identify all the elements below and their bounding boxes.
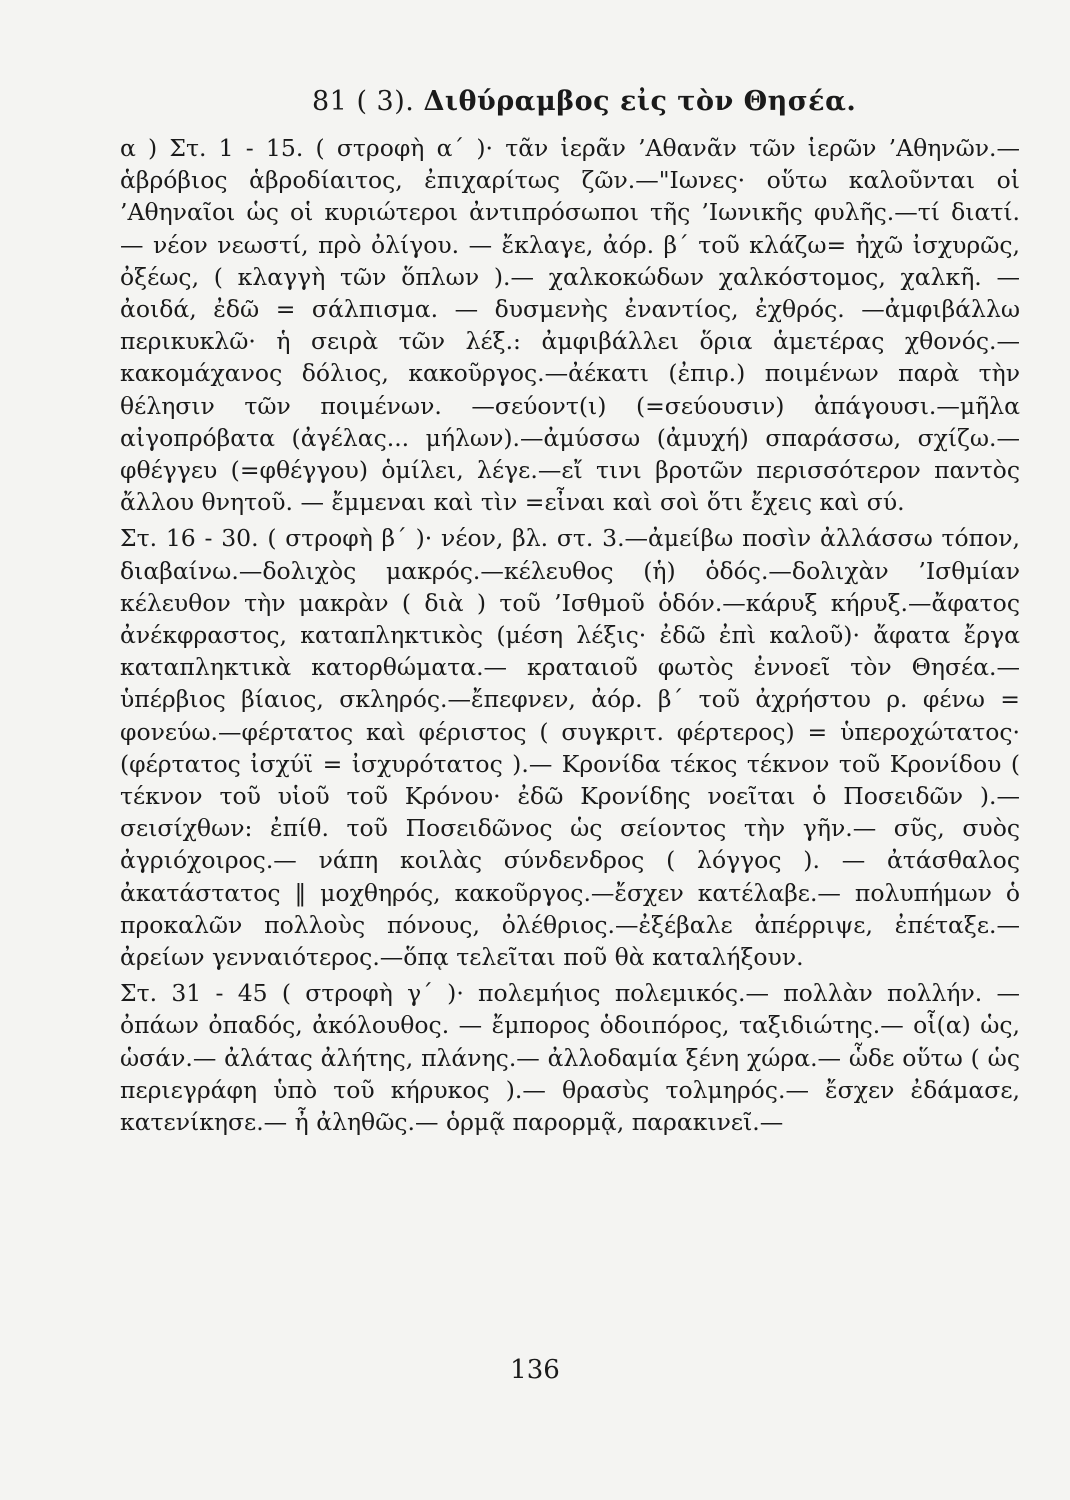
commentary-paragraph-stanza-2: Στ. 16 - 30. ( στροφὴ β΄ )· νέον, βλ. στ. 3.—ἀμείβω ποσὶν ἀλλάσσω τόπον, διαβαίνω.—δολιχὸς μακρός.—κέλευθος (ἡ) ὁδός.—δολιχὰν ’Ισθμίαν κέλευθον τὴν μακρὰν ( διὰ ) τοῦ ’Ισθμοῦ ὁδόν.—κάρυξ κήρυξ.—ἄφατος ἀνέκφραστος, καταπληκτικὸς (μέση λέξις· ἐδῶ ἐπὶ καλοῦ)· ἄφατα ἔργα καταπληκτικὰ κατορθώματα.— κραταιοῦ φωτὸς ἐννοεῖ τὸν Θησέα.—ὑπέρβιος βίαιος, σκληρός.—ἔπεφνεν, ἀόρ. β΄ τοῦ ἀχρήστου ρ. φένω = φονεύω.—φέρτατος καὶ φέριστος ( συγκριτ. φέρτερος) = ὑπεροχώτατος· (φέρτατος ἰσχύϊ = ἰσχυρότατος ).— Κρονίδα τέκος τέκνον τοῦ Κρονίδου ( τέκνον τοῦ υἱοῦ τοῦ Κρόνου· ἐδῶ Κρονίδης νοεῖται ὁ Ποσειδῶν ).— σεισίχθων: ἐπίθ. τοῦ Ποσειδῶνος ὡς σείοντος τὴν γῆν.— σῦς, συὸς ἀγριόχοιρος.— νάπη κοιλὰς σύνδενδρος ( λόγγος ). — ἀτάσθαλος ἀκατάστατος ‖ μοχθηρός, κακοῦργος.—ἔσχεν κατέλαβε.— πολυπήμων ὁ προκαλῶν πολλοὺς πόνους, ὀλέθριος.—ἐξέβαλε ἀπέρριψε, ἐπέταξε.— ἀρείων γενναιότερος.—ὅπᾳ τελεῖται ποῦ θὰ καταλήξουν. xyxy=(120,524,1020,972)
section-heading xyxy=(312,86,856,117)
commentary-paragraph-stanza-3: Στ. 31 - 45 ( στροφὴ γ΄ )· πολεμήιος πολεμικός.— πολλὰν πολλήν. — ὀπάων ὀπαδός, ἀκόλουθος. — ἔμπορος ὁδοιπόρος, ταξιδιώτης.— οἷ(α) ὡς, ὡσάν.— ἀλάτας ἀλήτης, πλάνης.— ἀλλοδαμία ξένη χώρα.— ὧδε οὕτω ( ὡς περιεγράφη ὑπὸ τοῦ κήρυκος ).— θρασὺς τολμηρός.— ἔσχεν ἐδάμασε, κατενίκησε.— ἦ ἀληθῶς.— ὁρμᾷ παρορμᾷ, παρακινεῖ.— xyxy=(120,979,1020,1137)
section-number: 81 ( 3). xyxy=(312,86,415,117)
commentary-body xyxy=(120,132,1020,1138)
section-title: Διθύραμβος εἰς τὸν Θησέα. xyxy=(423,86,857,117)
commentary-paragraph-stanza-1: α ) Στ. 1 - 15. ( στροφὴ α΄ )· τᾶν ἱερᾶν ’Αθανᾶν τῶν ἱερῶν ’Αθηνῶν.—ἁβρόβιος ἁβροδίαιτος, ἐπιχαρίτως ζῶν.—"Ιωνες· οὕτω καλοῦνται οἱ ’Αθηναῖοι ὡς οἱ κυριώτεροι ἀντιπρόσωποι τῆς ’Ιωνικῆς φυλῆς.—τί διατί. — νέον νεωστί, πρὸ ὀλίγου. — ἔκλαγε, ἀόρ. β΄ τοῦ κλάζω= ἠχῶ ἰσχυρῶς, ὀξέως, ( κλαγγὴ τῶν ὅπλων ).— χαλκοκώδων χαλκόστομος, χαλκῆ. — ἀοιδά, ἐδῶ = σάλπισμα. — δυσμενὴς ἐναντίος, ἐχθρός. —ἀμφιβάλλω περικυκλῶ· ἡ σειρὰ τῶν λέξ.: ἀμφιβάλλει ὅρια ἁμετέρας χθονός.— κακομάχανος δόλιος, κακοῦργος.—ἀέκατι (ἐπιρ.) ποιμένων παρὰ τὴν θέλησιν τῶν ποιμένων. —σεύοντ(ι) (=σεύουσιν) ἀπάγουσι.—μῆλα αἰγοπρόβατα (ἀγέλας... μήλων).—ἀμύσσω (ἀμυχή) σπαράσσω, σχίζω.—φθέγγευ (=φθέγγου) ὁμίλει, λέγε.—εἴ τινι βροτῶν περισσότερον παντὸς ἄλλου θνητοῦ. — ἔμμεναι καὶ τὶν =εἶναι καὶ σοὶ ὅτι ἔχεις καὶ σύ. xyxy=(120,134,1020,517)
page-number: 136 xyxy=(510,1355,560,1385)
